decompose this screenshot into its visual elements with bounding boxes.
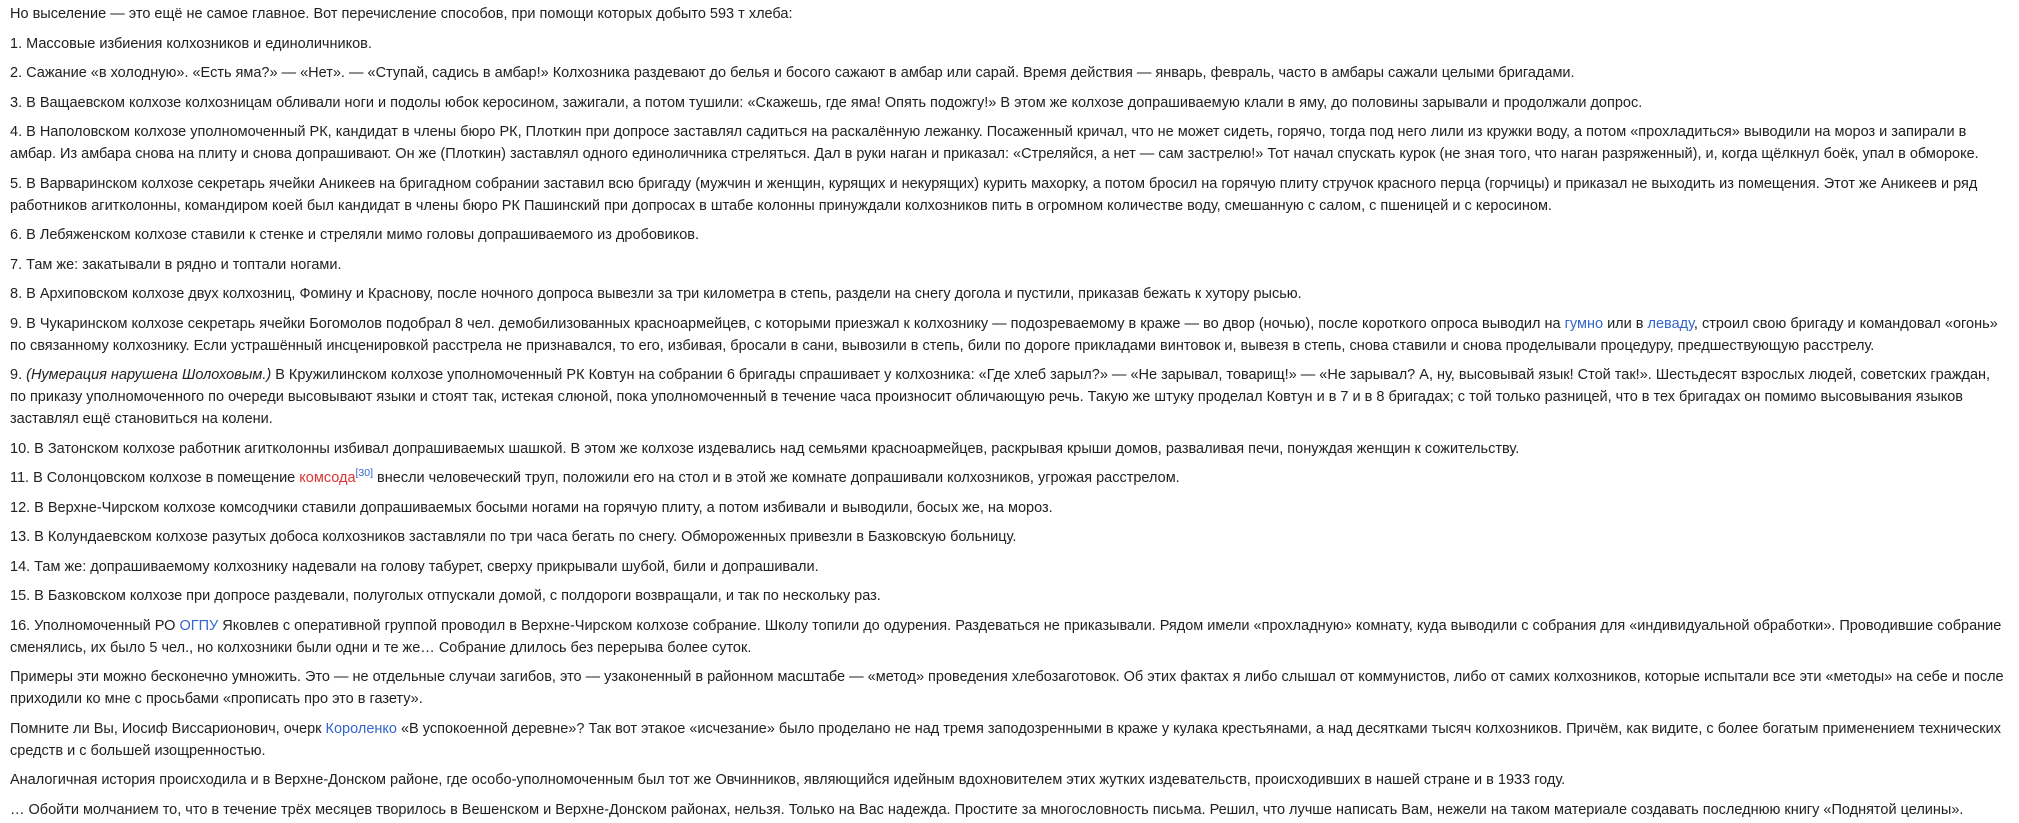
text-run: 9. В Чукаринском колхозе секретарь ячейки Богомолов подобрал 8 чел. демобилизованных красноармейцев, с которыми приезжал к колхознику — подозреваемому в краже — во двор (ночью), после короткого опроса выводил на xyxy=(10,315,1565,332)
text-run: 15. В Базковском колхозе при допросе раздевали, полуголых отпускали домой, с полдороги возвращали, и так по нескольку раз. xyxy=(10,588,881,604)
link-ogpu[interactable]: ОГПУ xyxy=(179,617,219,634)
paragraph xyxy=(10,313,2009,357)
text-run: 2. Сажание «в холодную». «Есть яма?» — «Нет». — «Ступай, садись в амбар!» Колхозника раздевают до белья и босого сажают в амбар или сарай. Время действия — январь, февраль, часто в амбары сажали целыми бригадами. xyxy=(10,65,1575,81)
text-run: «В успокоенной деревне»? Так вот этакое «исчезание» было проделано не над тремя заподозренными в краже у кулака крестьянами, а над десятками тысяч колхозников. Причём, как видите, с более богатым применением технических средств и с большей изощренностью. xyxy=(10,720,2001,759)
paragraph xyxy=(10,526,2009,548)
paragraph xyxy=(10,224,2009,246)
paragraph xyxy=(10,33,2009,55)
paragraph xyxy=(10,438,2009,460)
text-run: Помните ли Вы, Иосиф Виссарионович, очерк xyxy=(10,720,326,737)
text-run: Яковлев с оперативной группой проводил в Верхне-Чирском колхозе собрание. Школу топили до одурения. Раздеваться не приказывали. Рядом имели «прохладную» комнату, куда выводили с собрания для «индивидуальной обработки». Проводившие собрание сменялись, их было 5 чел., но колхозники были одни и те же… Собрание длилось без перерыва более суток. xyxy=(10,617,2002,656)
text-run: 9. xyxy=(10,367,27,383)
text-run: 7. Там же: закатывали в рядно и топтали ногами. xyxy=(10,256,342,273)
paragraph xyxy=(10,121,2009,165)
paragraph xyxy=(10,3,2009,25)
text-run: 4. В Наполовском колхозе уполномоченный РК, кандидат в члены бюро РК, Плоткин при допросе заставлял садиться на раскалённую лежанку. Посаженный кричал, что не может сидеть, горячо, тогда под него лили из кружки воду, а потом «прохладиться» выводили на мороз и запирали в амбар. Из амбара снова на плиту и снова допрашивают. Он же (Плоткин) заставлял одного единоличника стреляться. Дал в руки наган и приказал: «Стреляйся, а нет — сам застрелю!» Тот начал спускать курок (не зная того, что наган разряженный), и, когда щёлкнул боёк, упал в обмороке. xyxy=(10,124,1979,162)
paragraph xyxy=(10,615,2009,659)
footnote-30[interactable]: [30] xyxy=(355,467,374,480)
paragraph xyxy=(10,585,2009,607)
text-run: 3. В Ващаевском колхозе колхозницам обливали ноги и подолы юбок керосином, зажигали, а потом тушили: «Скажешь, где яма! Опять подожгу!» В этом же колхозе допрашиваемую клали в яму, до половины зарывали и продолжали допрос. xyxy=(10,94,1643,111)
link-komsod[interactable]: комсода xyxy=(299,470,356,486)
paragraph xyxy=(10,556,2009,578)
paragraph xyxy=(10,666,2009,710)
text-run: 11. В Солонцовском колхозе в помещение xyxy=(10,470,300,486)
paragraph xyxy=(10,62,2009,84)
paragraph xyxy=(10,92,2009,114)
link-korolenko[interactable]: Короленко xyxy=(325,720,397,737)
text-run: Примеры эти можно бесконечно умножить. Это — не отдельные случаи загибов, это — узаконенный в районном масштабе — «метод» проведения хлебозаготовок. Об этих фактах я либо слышал от коммунистов, либо от самих колхозников, которые испытали все эти «методы» на себе и после приходили ко мне с просьбами «прописать про это в газету». xyxy=(10,669,2004,707)
paragraph xyxy=(10,467,2009,489)
text-run: 16. Уполномоченный РО xyxy=(10,617,180,634)
text-run: , строил свою бригаду и командовал «огонь» по связанному колхознику. Если устрашённый инсценировкой расстрела не признавался, то его, избивая, бросали в сани, вывозили в степь, били по дороге прикладами винтовок и, вывезя в степь, снова ставили и снова проделывали процедуру, предшествующую расстрелу. xyxy=(10,315,1998,354)
paragraph xyxy=(10,718,2009,762)
paragraph xyxy=(10,364,2009,430)
paragraph xyxy=(10,283,2009,305)
text-run: Но выселение — это ещё не самое главное. Вот перечисление способов, при помощи которых добыто 593 т хлеба: xyxy=(10,6,793,22)
editor-note: (Нумерация нарушена Шолоховым.) xyxy=(26,367,272,383)
paragraph xyxy=(10,799,2009,821)
text-run: 6. В Лебяженском колхозе ставили к стенке и стреляли мимо головы допрашиваемого из дробовиков. xyxy=(10,227,699,243)
text-run: 13. В Колундаевском колхозе разутых добоса колхозников заставляли по три часа бегать по снегу. Обмороженных привезли в Базковскую больницу. xyxy=(10,529,1017,545)
text-run: 12. В Верхне-Чирском колхозе комсодчики ставили допрашиваемых босыми ногами на горячую плиту, а потом избивали и выводили, босых же, на мороз. xyxy=(10,499,1053,516)
text-run: или в xyxy=(1603,315,1648,332)
text-run: 14. Там же: допрашиваемому колхознику надевали на голову табурет, сверху прикрывали шубой, били и допрашивали. xyxy=(10,558,819,575)
link-gumno[interactable]: гумно xyxy=(1564,315,1604,332)
paragraph xyxy=(10,173,2009,217)
text-run: 5. В Варваринском колхозе секретарь ячейки Аникеев на бригадном собрании заставил всю бригаду (мужчин и женщин, курящих и некурящих) курить махорку, а потом бросил на горячую плиту стручок красного перца (горчицы) и приказал не выходить из помещения. Этот же Аникеев и ряд работников агитколонны, командиром коей был кандидат в члены бюро РК Пашинский при допросах в штабе колонны принуждали колхозников пить в огромном количестве воду, смешанную с салом, с пшеницей и с керосином. xyxy=(10,175,1978,214)
text-run: 10. В Затонском колхозе работник агитколонны избивал допрашиваемых шашкой. В этом же колхозе издевались над семьями красноармейцев, раскрывая крыши домов, разваливая печи, понуждая женщин к сожительству. xyxy=(10,440,1520,457)
footnote-ref xyxy=(356,467,374,479)
text-run: 1. Массовые избиения колхозников и единоличников. xyxy=(10,35,372,52)
paragraph xyxy=(10,254,2009,276)
paragraph xyxy=(10,497,2009,519)
text-run: В Кружилинском колхозе уполномоченный РК Ковтун на собрании 6 бригады спрашивает у колхозника: «Где хлеб зарыл?» — «Не зарывал, товарищ!» — «Не зарывал? А, ну, высовывай язык! Стой так!». Шестьдесят взрослых людей, советских граждан, по приказу уполномоченного по очереди высовывают языки и стоят так, истекая слюной, пока уполномоченный в течение часа произносит обличающую речь. Такую же штуку проделал Ковтун и в 7 и в 8 бригадах; с той только разницей, что в тех бригадах он помимо высовывания языков заставлял ещё становиться на колени. xyxy=(10,367,1991,427)
text-run: 8. В Архиповском колхозе двух колхозниц, Фомину и Краснову, после ночного допроса вывезли за три километра в степь, раздели на снегу догола и пустили, приказав бежать к хутору рысью. xyxy=(10,286,1302,302)
text-run: Аналогичная история происходила и в Верхне-Донском районе, где особо-уполномоченным был тот же Овчинников, являющийся идейным вдохновителем этих жутких издевательств, происходивших в нашей стране и в 1933 году. xyxy=(10,772,1566,788)
text-run: … Обойти молчанием то, что в течение трёх месяцев творилось в Вешенском и Верхне-Донском районах, нельзя. Только на Вас надежда. Простите за многословность письма. Решил, что лучше написать Вам, нежели на таком материале создавать последнюю книгу «Поднятой целины». xyxy=(10,801,1964,818)
text-run: внесли человеческий труп, положили его на стол и в этой же комнате допрашивали колхозников, угрожая расстрелом. xyxy=(373,470,1180,486)
link-levada[interactable]: леваду xyxy=(1647,315,1694,332)
paragraph xyxy=(10,769,2009,791)
